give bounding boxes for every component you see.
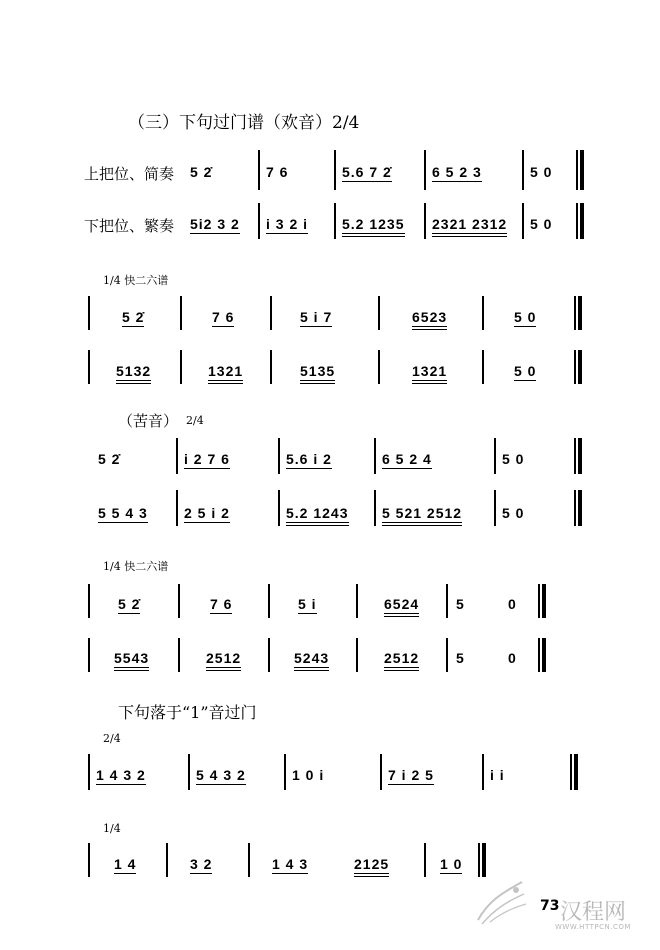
measure: i i [490,767,505,783]
bar-line [378,350,380,384]
bar-line [574,438,576,474]
bar-line [574,296,576,330]
measure: 7 6 [210,596,233,612]
measure: 2512 [384,650,419,666]
end-bar-line [542,638,546,672]
bar-line [378,296,380,330]
measure: 5 [456,650,465,666]
measure: 5i2 3 2 [190,216,240,232]
measure: 2125 [354,856,389,872]
bar-line [446,638,448,672]
measure: 1 0 [440,856,463,872]
end-bar-line [578,490,582,526]
section5-title: 下句落于“1”音过门 [118,703,257,722]
measure: i 3 2 i [266,216,309,232]
measure: 2321 2312 [432,216,507,232]
measure: 0 [508,650,517,666]
meter-label: 2/4 [103,732,121,745]
measure: 5 0 [502,451,525,467]
measure: 5 0 [502,505,525,521]
row-label-lower-position: 下把位、繁奏 [84,217,175,235]
end-bar-line [578,350,582,384]
bar-line [482,296,484,330]
measure: 5.2 1235 [342,216,405,232]
bar-line [88,584,90,618]
page-number: 73 [540,898,560,914]
end-bar-line [574,754,578,790]
row-label-upper-position: 上把位、简奏 [84,165,175,183]
measure: 2512 [206,650,241,666]
tempo-label: 1/4 快二六谱 [103,274,169,287]
bar-line [88,296,90,330]
measure: 2 5 i 2 [184,505,230,521]
measure: 5 2̇ [122,309,145,325]
bar-line [176,438,178,474]
bar-line [270,296,272,330]
bar-line [88,638,90,672]
bar-line [574,490,576,526]
bar-line [178,638,180,672]
bar-line [538,638,540,672]
bar-line [88,350,90,384]
bar-line [278,438,280,474]
watermark-text: 汉程网 [560,900,627,925]
bar-line [424,150,426,190]
watermark-url: WWW.HTTPCN.COM [555,923,631,931]
bar-line [88,843,90,877]
end-bar-line [542,584,546,618]
measure: 5 0 [514,363,537,379]
bar-line [88,754,90,790]
measure: 5 521 2512 [382,505,462,521]
section-title: （三）下句过门谱（欢音）2/4 [128,113,360,133]
end-bar-line [580,150,584,190]
tempo-label: 1/4 快二六谱 [103,560,169,573]
bar-line [574,350,576,384]
bar-line [188,754,190,790]
bar-line [446,584,448,618]
bar-line [334,203,336,239]
bar-line [248,843,250,877]
bar-line [166,843,168,877]
measure: 7 6 [266,164,289,180]
measure: 6 5 2 3 [432,164,482,180]
bar-line [258,203,260,239]
measure: 5132 [116,363,151,379]
measure: 7 6 [212,309,235,325]
kuyin-label: （苦音） [118,412,179,430]
measure: 5 0 [530,216,553,232]
bar-line [374,438,376,474]
bar-line [270,350,272,384]
measure: 5 5 4 3 [98,505,148,521]
measure: 5.6 i 2 [286,451,332,467]
bar-line [176,490,178,526]
bar-line [180,350,182,384]
measure: 6 5 2 4 [382,451,432,467]
bar-line [522,150,524,190]
bar-line [180,296,182,330]
bar-line [482,350,484,384]
bar-line [576,150,578,190]
bar-line [424,843,426,877]
bar-line [494,490,496,526]
bar-line [482,754,484,790]
meter-label: 2/4 [186,414,204,427]
measure: 0 [508,596,517,612]
measure: 5 0 [514,309,537,325]
measure: 5243 [294,650,329,666]
measure: 1 0 i [292,767,325,783]
bar-line [380,754,382,790]
bar-line [258,150,260,190]
bar-line [268,638,270,672]
measure: 5 2̇ [118,596,141,612]
bar-line [424,203,426,239]
measure: 5 2̇ [98,451,121,467]
measure: 1 4 3 2 [96,767,146,783]
measure: 5 4 3 2 [196,767,246,783]
measure: 5 0 [530,164,553,180]
measure: 1 4 3 [272,856,309,872]
bar-line [374,490,376,526]
measure: 1 4 [114,856,137,872]
bar-line [268,584,270,618]
measure: 5135 [300,363,335,379]
bar-line [178,584,180,618]
measure: 5543 [114,650,149,666]
measure: 5.2 1243 [286,505,349,521]
bar-line [570,754,572,790]
end-bar-line [580,203,584,239]
measure: 1321 [208,363,243,379]
measure: 3 2 [190,856,213,872]
measure: 5.6 7 2̇ [342,164,392,180]
measure: 7 i 2 5 [388,767,434,783]
measure: 1321 [412,363,447,379]
bar-line [278,490,280,526]
bar-line [356,638,358,672]
measure: 5 i [298,596,317,612]
measure: 5 2̇ [190,164,213,180]
measure: 5 i 7 [300,309,333,325]
bar-line [356,584,358,618]
bar-line [538,584,540,618]
end-bar-line [578,296,582,330]
measure: 6524 [384,596,419,612]
measure: 5 [456,596,465,612]
bar-line [576,203,578,239]
bar-line [284,754,286,790]
measure: 6523 [412,309,447,325]
watermark-logo-icon [470,872,530,932]
bar-line [522,203,524,239]
measure: i 2 7 6 [184,451,230,467]
bar-line [494,438,496,474]
end-bar-line [578,438,582,474]
bar-line [334,150,336,190]
meter-label: 1/4 [103,822,121,835]
